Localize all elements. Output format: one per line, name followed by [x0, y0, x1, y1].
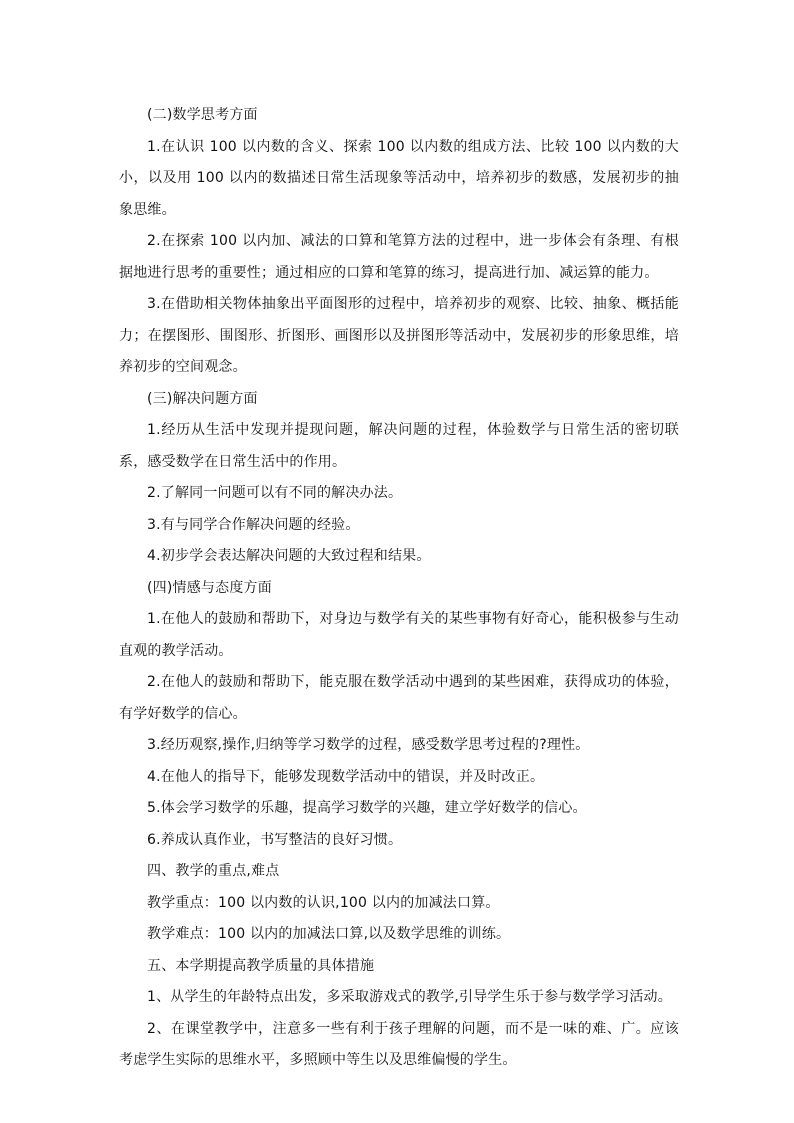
section-heading-measures: 五、本学期提高教学质量的具体措施: [147, 957, 375, 974]
paragraph: 1.在认识 100 以内数的含义、探索 100 以内数的组成方法、比较 100 以内数的大小，以及用 100 以内的数描述日常生活现象等活动中，培养初步的数感，发展初步的抽象思维。: [119, 138, 679, 218]
paragraph: 2、在课堂教学中，注意多一些有利于孩子理解的问题，而不是一味的难、广。应该考虑学生实际的思维水平，多照顾中等生以及思维偏慢的学生。: [119, 1020, 679, 1068]
paragraph: 教学重点：100 以内数的认识,100 以内的加减法口算。: [147, 894, 500, 911]
paragraph: 2.在他人的鼓励和帮助下，能克服在数学活动中遇到的某些困难，获得成功的体验，有学好数学的信心。: [119, 674, 679, 722]
paragraph: 1.在他人的鼓励和帮助下，对身边与数学有关的某些事物有好奇心，能积极参与生动直观的教学活动。: [119, 611, 679, 659]
paragraph: 4.初步学会表达解决问题的大致过程和结果。: [147, 548, 431, 564]
paragraph: 5.体会学习数学的乐趣，提高学习数学的兴趣，建立学好数学的信心。: [147, 800, 587, 816]
paragraph: 2.了解同一问题可以有不同的解决办法。: [147, 485, 403, 501]
paragraph: 1、从学生的年龄特点出发，多采取游戏式的教学,引导学生乐于参与数学学习活动。: [147, 989, 672, 1005]
section-heading-problem-solving: (三)解决问题方面: [147, 390, 258, 407]
section-heading-key-points: 四、教学的重点,难点: [147, 863, 280, 879]
paragraph: 2.在探索 100 以内加、减法的口算和笔算方法的过程中，进一步体会有条理、有根据地进行思考的重要性；通过相应的口算和笔算的练习，提高进行加、减运算的能力。: [119, 233, 679, 281]
paragraph: 3.经历观察,操作,归纳等学习数学的过程，感受数学思考过程的?理性。: [147, 737, 590, 753]
paragraph: 3.有与同学合作解决问题的经验。: [147, 516, 360, 533]
section-heading-math-thinking: (二)数学思考方面: [147, 107, 258, 123]
paragraph: 3.在借助相关物体抽象出平面图形的过程中，培养初步的观察、比较、抽象、概括能力；在摆图形、围图形、折图形、画图形以及拼图形等活动中，发展初步的形象思维，培养初步的空间观念。: [119, 296, 679, 375]
paragraph: 教学难点：100 以内的加减法口算,以及数学思维的训练。: [147, 926, 511, 942]
paragraph: 6.养成认真作业，书写整洁的良好习惯。: [147, 831, 403, 848]
section-heading-emotion-attitude: (四)情感与态度方面: [147, 579, 272, 596]
document-body: [119, 100, 679, 1077]
paragraph: 1.经历从生活中发现并提现问题，解决问题的过程，体验数学与日常生活的密切联系，感受数学在日常生活中的作用。: [119, 422, 679, 470]
paragraph: 4.在他人的指导下，能够发现数学活动中的错误，并及时改正。: [147, 768, 545, 785]
